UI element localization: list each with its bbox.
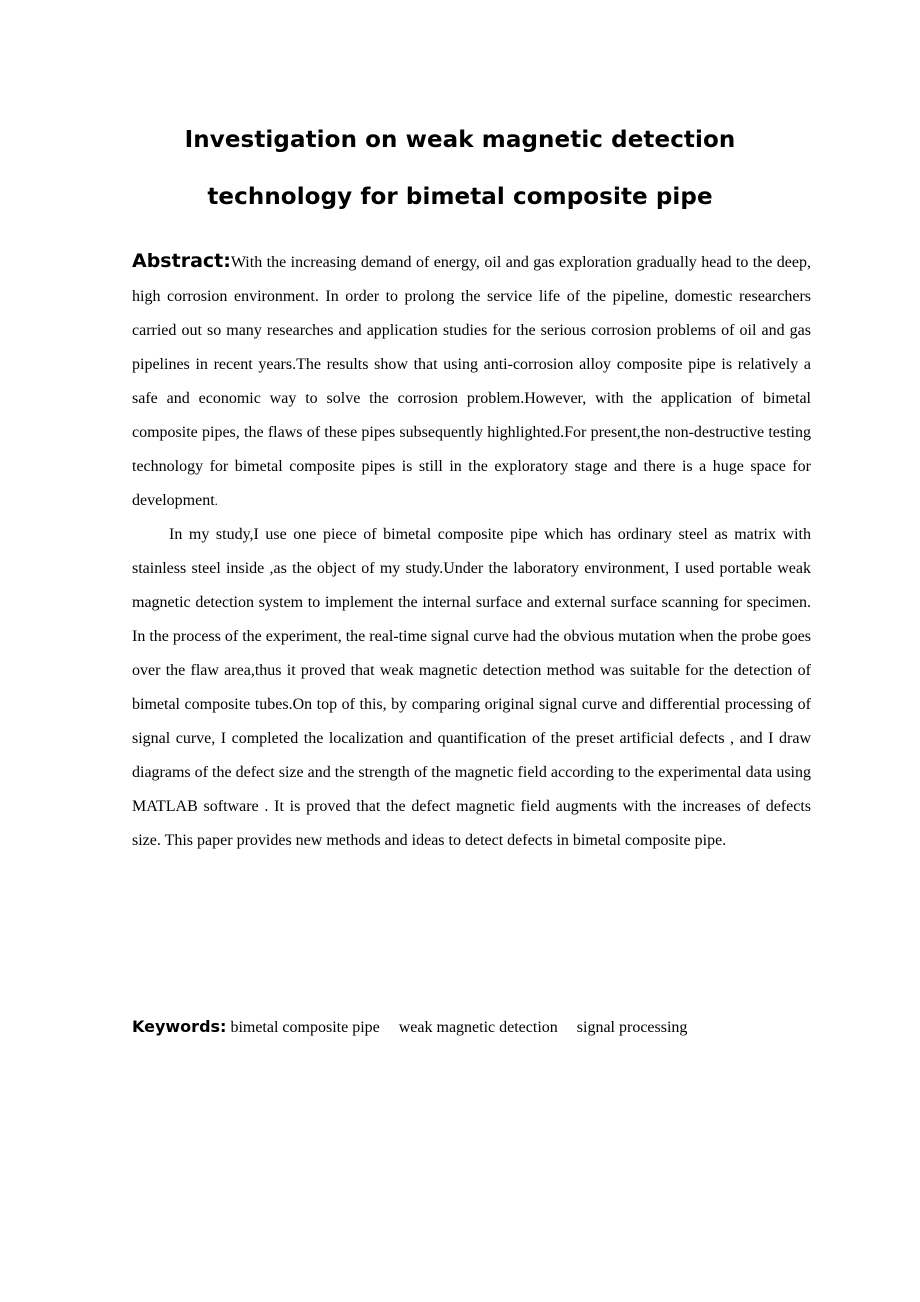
- title-line-1: Investigation on weak magnetic detection: [184, 127, 736, 153]
- keyword-item: signal processing: [576, 1019, 688, 1036]
- keyword-item: weak magnetic detection: [398, 1019, 558, 1036]
- abstract-label: Abstract:: [132, 250, 231, 272]
- paper-title: [100, 112, 820, 226]
- abstract-text-1-end: .: [214, 493, 218, 508]
- keywords-section: [132, 1010, 811, 1045]
- keywords-label: Keywords:: [132, 1017, 227, 1036]
- title-line-2: technology for bimetal composite pipe: [207, 184, 713, 210]
- keyword-item: bimetal composite pipe: [230, 1019, 380, 1036]
- abstract-paragraph-1: [132, 244, 811, 518]
- abstract-paragraph-2: In my study,I use one piece of bimetal composite pipe which has ordinary steel as matrix with stainless steel inside ,as the object of my study.Under the laboratory environment, I used portable weak magnetic detection system to implement the internal surface and external surface scanning for specimen. In the process of the experiment, the real-time signal curve had the obvious mutation when the probe goes over the flaw area,thus it proved that weak magnetic detection method was suitable for the detection of bimetal composite tubes.On top of this, by comparing original signal curve and differential processing of signal curve, I completed the localization and quantification of the preset artificial defects , and I draw diagrams of the defect size and the strength of the magnetic field according to the experimental data using MATLAB software . It is proved that the defect magnetic field augments with the increases of defects size. This paper provides new methods and ideas to detect defects in bimetal composite pipe.: [132, 526, 811, 849]
- abstract-text-1: With the increasing demand of energy, oil and gas exploration gradually head to the deep, high corrosion environment. In order to prolong the service life of the pipeline, domestic researchers carried out so many researches and application studies for the serious corrosion problems of oil and gas pipelines in recent years.The results show that using anti-corrosion alloy composite pipe is relatively a safe and economic way to solve the corrosion problem.However, with the application of bimetal composite pipes, the flaws of these pipes subsequently highlighted.For present,the non-destructive testing technology for bimetal composite pipes is still in the exploratory stage and there is a huge space for development: [132, 254, 811, 509]
- abstract-section: [132, 244, 811, 858]
